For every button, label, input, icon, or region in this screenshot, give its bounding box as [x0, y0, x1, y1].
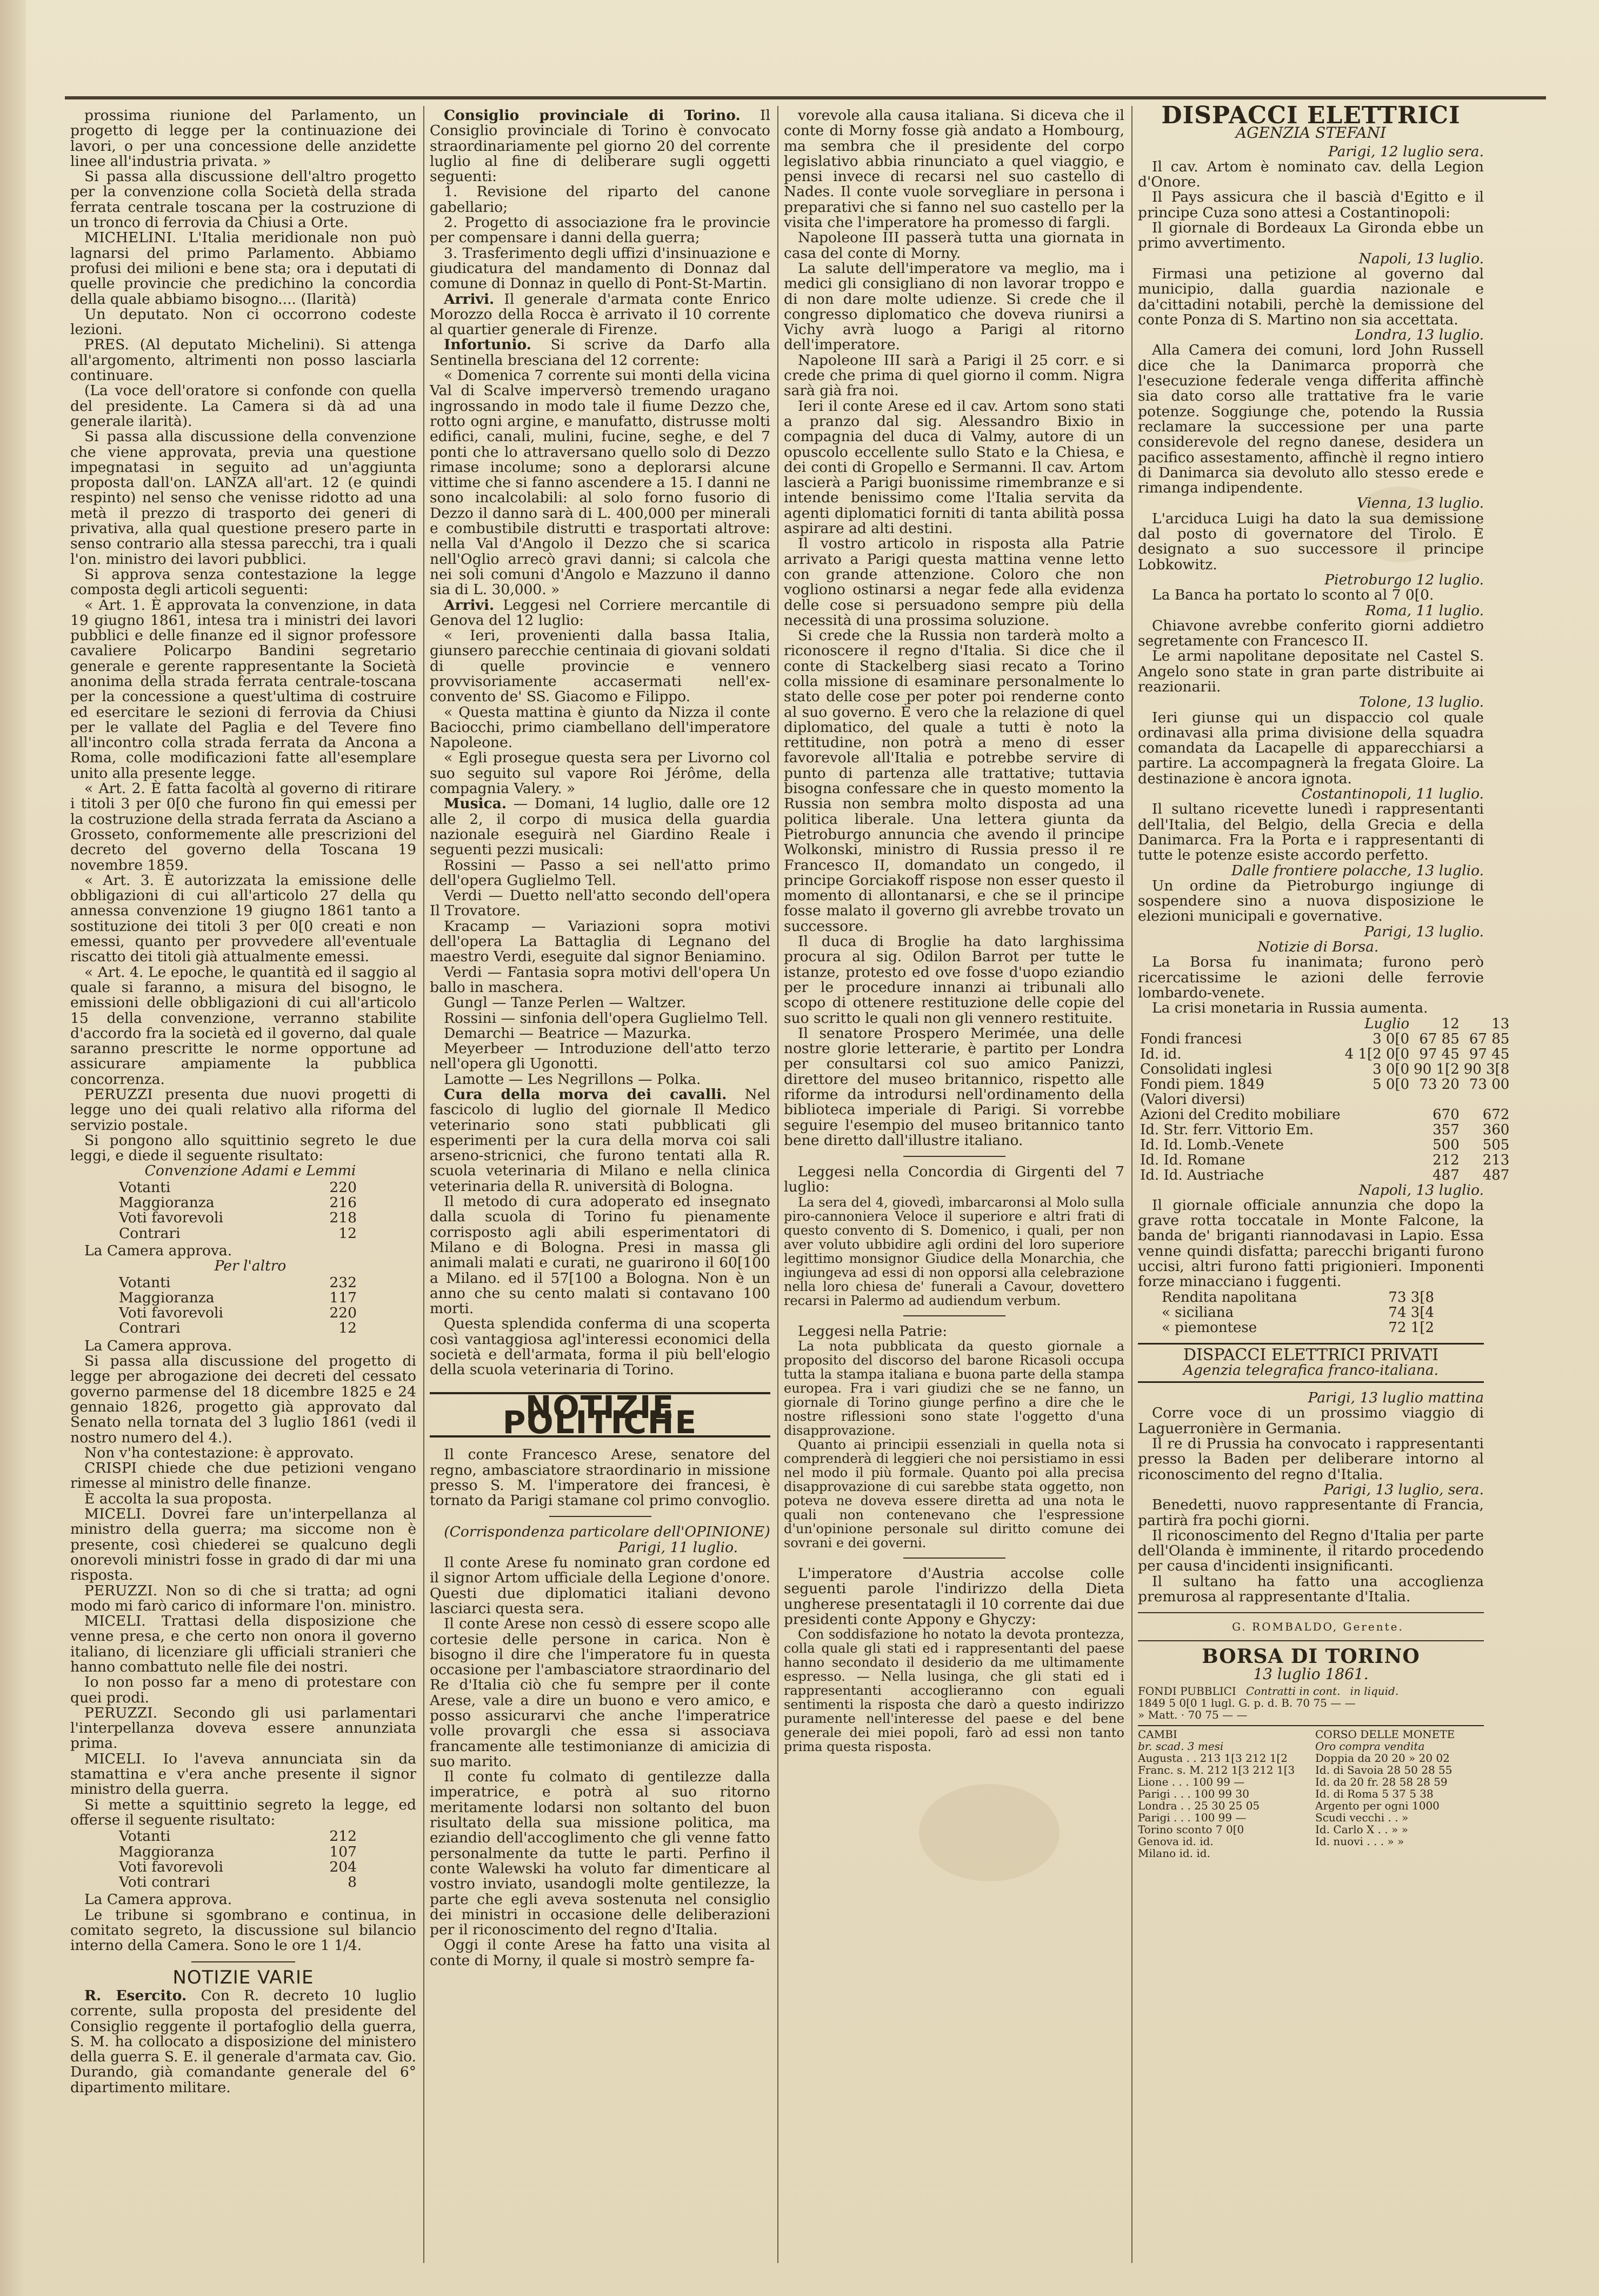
- paragraph: CRISPI chiede che due petizioni vengano rimesse al ministro delle finanze.: [70, 1460, 416, 1492]
- list-item: » Matt. · 70 75 — —: [1138, 1708, 1248, 1721]
- paragraph: Verdi — Fantasia sopra motivi dell'opera Un ballo in maschera.: [430, 963, 770, 996]
- table-row: [1138, 1047, 1511, 1062]
- table-cell: 67 85: [1419, 1030, 1460, 1047]
- table-cell: « siciliana: [1162, 1304, 1234, 1321]
- exchange-table: [1138, 1016, 1511, 1183]
- table-row: [1138, 1168, 1511, 1183]
- table-cell: 360: [1482, 1121, 1510, 1138]
- paragraph: PERUZZI. Non so di che si tratta; ad ogni modo mi farò carico di informare l'on. ministro.: [70, 1582, 416, 1614]
- table-cell: [1343, 1153, 1412, 1168]
- section-title-notizie-varie: NOTIZIE VARIE: [172, 1966, 314, 1988]
- section-title-notizie-politiche: NOTIZIE POLITICHE: [430, 1392, 770, 1438]
- news-lead: Cura della morva dei cavalli.: [444, 1086, 727, 1103]
- news-lead: Infortunio.: [444, 336, 531, 354]
- paragraph: Si mette a squittinio segreto la legge, ed offerse il seguente risultato:: [70, 1796, 416, 1828]
- dispatch-text: Il riconoscimento del Regno d'Italia per parte dell'Olanda è imminente, il ritardo procedendo per causa d'incidenti insignificanti.: [1138, 1527, 1484, 1575]
- table-cell: 5 0[0: [1373, 1076, 1410, 1093]
- table-cell: 212: [1433, 1152, 1460, 1168]
- vote-tally: [119, 1829, 416, 1890]
- dispatch-text: Un ordine da Pietroburgo ingiunge di sospendere sino a nuova disposizione le elezioni municipali e governative.: [1138, 877, 1484, 925]
- news-lead: Consiglio provinciale di Torino.: [444, 107, 741, 124]
- session-closing: Le tribune si sgombrano e continua, in comitato segreto, la discussione sul bilancio interno della Camera. Sono le ore 1 1/4.: [70, 1906, 416, 1954]
- dateline: Parigi, 13 luglio mattina: [1308, 1389, 1484, 1407]
- list-item: Lione . . . 100 99 —: [1138, 1775, 1245, 1788]
- table-cell: 73 00: [1469, 1076, 1510, 1093]
- monete-title: CORSO DELLE MONETE: [1315, 1727, 1455, 1741]
- news-quote: La nota pubblicata da questo giornale a proposito del discorso del barone Ricasoli occupa tutta la stampa italiana e buona parte della stampa europea. Fra i vari giudizi che se ne fanno, un giornale di Torino giunge perfino a dire che le nostre riflessioni sono state l'oggetto d'una disapprovazione.: [784, 1339, 1124, 1439]
- paragraph: Rossini — sinfonia dell'opera Guglielmo Tell.: [444, 1009, 769, 1027]
- paragraph: MICELI. Trattasi della disposizione che venne presa, e che certo non onora il governo italiano, di licenziare gli ufficiali stranieri che hanno combattuto nelle file dei nostri.: [70, 1613, 416, 1675]
- column-4: [1138, 102, 1510, 2260]
- private-dispatch-list: [1138, 1390, 1484, 1605]
- paragraph: « Art. 3. È autorizzata la emissione delle obbligazioni di cui all'articolo 27 della qu annessa convenzione 19 giugno 1861 tanto a sostituzione dei titoli 3 per 0[0 creati e non emessi, quanto per provvedere all'eventuale riscatto dei titoli già attualmente emessi.: [70, 871, 416, 966]
- paragraph: Oggi il conte Arese ha fatto una visita al conte di Morny, il quale si mostrò sempre fa-: [430, 1936, 770, 1969]
- vote-count: 107: [329, 1843, 357, 1860]
- news-intro: Leggesi nella Concordia di Girgenti del 7 luglio:: [784, 1163, 1124, 1196]
- list-item: Parigi . . . 100 99 30: [1138, 1787, 1249, 1800]
- column-1: [70, 108, 416, 2260]
- table-row: [1138, 1137, 1511, 1153]
- vote-label: Maggioranza: [119, 1843, 215, 1860]
- borsa-torino-date: 13 luglio 1861.: [1253, 1665, 1369, 1683]
- table-cell: [1343, 1092, 1412, 1107]
- table-row: [1138, 1107, 1511, 1122]
- table-cell: « piemontese: [1162, 1319, 1257, 1336]
- vote-label: Voti contrari: [119, 1874, 210, 1891]
- separator: [903, 1156, 1005, 1157]
- dateline: Napoli, 13 luglio.: [1358, 250, 1484, 267]
- dispatch-text: Il Pays assicura che il bascià d'Egitto e il principe Cuza sono attesi a Costantinopoli:: [1138, 189, 1484, 221]
- news-item: [430, 108, 770, 184]
- news-item: [430, 598, 770, 629]
- dispatch-text: Ieri giunse qui un dispaccio col quale ordinavasi alla prima divisione della squadra comandata da Lacapelle di apparecchiarsi a partire. La accompagnerà la fregata Gloire. La destinazione è ancora ignota.: [1138, 709, 1484, 787]
- dateline: Roma, 11 luglio.: [1365, 602, 1484, 619]
- vote-count: 12: [338, 1320, 357, 1337]
- dispatch-text: Il sultano ricevette lunedì i rappresentanti dell'Italia, del Belgio, della Grecia e della Danimarca. Fra la Porta e i rappresentanti di tutte le potenze esiste accordo perfetto.: [1138, 801, 1484, 864]
- list-item: Franc. s. M. 212 1[3 212 1[3: [1138, 1763, 1295, 1776]
- table-cell: 67 85: [1469, 1030, 1510, 1047]
- column-3: [784, 108, 1124, 2260]
- news-quote: « Questa mattina è giunto da Nizza il conte Baciocchi, primo ciambellano dell'imperatore Napoleone.: [430, 703, 770, 751]
- list-item: Argento per ogni 1000: [1315, 1799, 1440, 1812]
- paragraph: Si pongono allo squittinio segreto le due leggi, e diede il seguente risultato:: [70, 1132, 416, 1164]
- news-quote: « Egli prosegue questa sera per Livorno col suo seguito sul vapore Roi Jérôme, della compagnia Valery. »: [430, 749, 770, 797]
- vote-label: Voti favorevoli: [119, 1858, 223, 1875]
- dispatch-text: Il re di Prussia ha convocato i rappresentanti presso la Baden per deliberare intorno al riconoscimento del regno d'Italia.: [1138, 1435, 1484, 1483]
- paragraph: Un deputato. Non ci occorrono codeste lezioni.: [70, 305, 416, 338]
- dispatch-text: Il cav. Artom è nominato cav. della Legion d'Onore.: [1138, 158, 1484, 191]
- table-cell: 74 3[4: [1388, 1304, 1434, 1321]
- paragraph: Ieri il conte Arese ed il cav. Artom sono stati a pranzo dal sig. Alessandro Bixio in compagnia del duca di Valmy, autore di un opuscolo eccellente sullo Stato e la Chiesa, e dei conti di Gropello e Sermanni. Il cav. Artom lascierà a Parigi buonissime rimembranze e si intende benissimo come l'Italia servita da agenti diplomatici forniti di tanta abilità possa aspirare ad alti destini.: [784, 397, 1124, 537]
- borsa-heading: Notizie di Borsa.: [1257, 939, 1379, 956]
- table-cell: [1343, 1122, 1412, 1137]
- vote-label: Votanti: [119, 1274, 171, 1291]
- paragraph: Il conte fu colmato di gentilezze dalla imperatrice, e potrà al suo ritorno meritamente lodarsi non soltanto del buon risultato della sua missione politica, ma eziandio dell'accoglimento che gli venne fatto personalmente da tutte le parti. Perfino il conte Walewski ha voluto far dimenticare al vostro inviato, usandogli molte gentilezze, la parte che egli aveva sostenuta nel consiglio dei ministri in occasione delle deliberazioni per il riconoscimento del regno d'Italia.: [430, 1768, 770, 1939]
- vote-row: [119, 1275, 357, 1290]
- exchange-day: 12: [1441, 1015, 1460, 1032]
- list-item: 1849 5 0[0 1 lugl. G. p. d. B. 70 75 — —: [1138, 1696, 1356, 1709]
- dispatch-text: L'arciduca Luigi ha dato la sua demissione dal posto di governatore del Tirolo. È designato a suo successore il principe Lobkowitz.: [1138, 510, 1484, 573]
- col-head: Contratti in cont.: [1245, 1684, 1341, 1698]
- paragraph: MICHELINI. L'Italia meridionale non può lagnarsi del primo Parlamento. Abbiamo profusi dei milioni e bene sta; ora i deputati di quelle provincie che predichino la concordia della quale abbiamo bisogno.... (Ilarità): [70, 229, 416, 308]
- vote-count: 8: [348, 1874, 357, 1891]
- col-head: FONDI PUBBLICI: [1138, 1684, 1236, 1698]
- table-cell: 670: [1433, 1106, 1460, 1123]
- list-item: Parigi . . . 100 99 —: [1138, 1811, 1247, 1824]
- paragraph: Il senatore Prospero Merimée, una delle nostre glorie letterarie, è partito per Londra per consultarsi col suo amico Panizzi, direttore del museo britannico, rispetto alle riforme da introdursi nell'ordinamento della biblioteca imperiale di Parigi. Si vorrebbe seguire l'esempio del museo britannico tanto bene diretto dall'illustre italiano.: [784, 1024, 1124, 1149]
- parliament-report-cont: [70, 1354, 416, 1828]
- table-row: [1138, 1077, 1511, 1092]
- table-cell: 505: [1482, 1136, 1510, 1153]
- news-text: Il metodo di cura adoperato ed insegnato dalla scuola di Torino fu pienamente corrisposto agli abili esperimentatori di Milano e di Bologna. Presi in massa gli animali malati e curati, ne guarirono il 60[100 a Milano. ed il 57[100 a Bologna. Non è un anno che su cento malati si contavano 100 morti.: [430, 1193, 770, 1317]
- cambi-head: br. scad. 3 mesi: [1138, 1739, 1224, 1753]
- paragraph: Napoleone III passerà tutta una giornata in casa del conte di Morny.: [784, 229, 1124, 262]
- dateline: Parigi, 11 luglio.: [618, 1539, 738, 1556]
- news-quote: Con soddisfazione ho notato la devota prontezza, colla quale gli stati ed i rappresentanti del paese hanno secondato il desiderio da me ultimamente espresso. — Nella lusinga, che gli stati ed i rappresentanti accoglieranno con eguali sentimenti la risposta che darò a questo indirizzo puramente nell'interesse del paese e del bene generale dei miei popoli, farò ad essi non tanto prima questa risposta.: [784, 1627, 1124, 1755]
- dispatch-text: Le armi napolitane depositate nel Castel S. Angelo sono state in gran parte distribuite ai reazionarii.: [1138, 648, 1484, 695]
- vote-label: Votanti: [119, 1179, 171, 1196]
- borsa-text: [1138, 955, 1484, 1016]
- vote-row: [119, 1210, 357, 1226]
- paragraph: Il conte Arese fu nominato gran cordone ed il signor Artom ufficiale della Legione d'onore. Questi due diplomatici italiani devono lasciarci questa sera.: [430, 1554, 770, 1617]
- news-quote: La sera del 4, giovedì, imbarcaronsi al Molo sulla piro-cannoniera Veloce il superiore e altri frati di questo convento di S. Domenico, i quali, per non aver voluto ubbidire agli ordini del loro superiore legittimo monsignor Giudice della Monarchia, che ingiungeva ad essi di non opporsi alla celebrazione nella loro chiesa de' funerali a Cavour, dovettero recarsi in Palermo ad audiendum verbum.: [784, 1194, 1124, 1308]
- news-lead: R. Esercito.: [84, 1987, 187, 2004]
- dateline: Tolone, 13 luglio.: [1358, 694, 1484, 711]
- paragraph: PERUZZI presenta due nuovi progetti di legge uno dei quali relativo alla riforma del servizio postale.: [70, 1086, 416, 1134]
- news-lead: Arrivi.: [444, 290, 495, 308]
- table-cell: Azioni del Credito mobiliare: [1140, 1106, 1341, 1123]
- paragraph: PERUZZI. Secondo gli usi parlamentari l'interpellanza doveva essere annunziata prima.: [70, 1704, 416, 1752]
- table-cell: [1343, 1137, 1412, 1153]
- list-item: Milano id. id.: [1138, 1846, 1210, 1860]
- vote-label: Votanti: [119, 1828, 171, 1845]
- separator: [549, 1516, 651, 1517]
- paragraph: È accolta la sua proposta.: [84, 1490, 272, 1507]
- news-lead: Musica.: [444, 795, 507, 813]
- exchange-month: Luglio: [1364, 1015, 1410, 1032]
- dateline: Napoli, 13 luglio.: [1358, 1181, 1484, 1199]
- separator: [1138, 1612, 1484, 1613]
- separator: [903, 1558, 1005, 1559]
- paragraph: Il conte Arese non cessò di essere scopo alle cortesie delle persone in carica. Non è bisogno il dire che l'imperatore fu in questa occasione per l'ambasciatore straordinario del Re d'Italia ciò che fu sempre per il conte Arese, vale a dire un buono e vero amico, e posso assicurarvi che anche l'imperatrice volle provargli che essa si associava francamente alle testimonianze di amicizia di suo marito.: [430, 1615, 770, 1770]
- private-dispatches-title: DISPACCI ELETTRICI PRIVATI: [1183, 1345, 1439, 1365]
- paragraph: Gungl — Tanze Perlen — Waltzer.: [444, 994, 686, 1011]
- dateline: Londra, 13 luglio.: [1355, 327, 1484, 344]
- agency-name: AGENZIA STEFANI: [1235, 124, 1387, 142]
- table-cell: Rendita napolitana: [1162, 1289, 1297, 1306]
- table-cell: 97 45: [1419, 1046, 1460, 1062]
- vote-row: [119, 1860, 357, 1875]
- table-row: [1138, 1092, 1511, 1107]
- vote-tally: [119, 1275, 416, 1336]
- news-text: — Domani, 14 luglio, dalle ore 12 alle 2, il corpo di musica della guardia nazionale eseguirà nel Giardino Reale i seguenti pezzi musicali:: [430, 795, 770, 858]
- dispatch-text: Il giornale officiale annunzia che dopo la grave rotta toccatale in Monte Falcone, la banda de' briganti riannodavasi in Lapio. Essa venne quindi disfatta; parecchi briganti furono uccisi, altri furono fatti prigionieri. Imponenti forze minacciano i fuggenti.: [1138, 1196, 1484, 1290]
- news-item: [70, 1988, 416, 2095]
- paragraph: Io non posso far a meno di protestare con quei prodi.: [70, 1674, 416, 1706]
- vote-count: 220: [329, 1305, 357, 1322]
- private-dispatches-header: [1138, 1343, 1484, 1383]
- vote-label: Contrari: [119, 1320, 181, 1337]
- news-text: Con R. decreto 10 luglio corrente, sulla proposta del presidente del Consiglio reggente il portafoglio della guerra, S. M. ha collocato a disposizione del ministero della guerra S. E. il generale d'armata cav. Gio. Durando, già comandante generale del 6° dipartimento militare.: [70, 1987, 416, 2096]
- news-quote: « Domenica 7 corrente sui monti della vicina Val di Scalve imperversò tremendo uragano ingrossando in modo tale il fiume Dezzo che, rotto ogni argine, e manufatto, distrusse molti edifici, canali, mulini, fucine, seghe, e del 7 ponti che lo attraversano quello solo di Dezzo rimase incolume; sono a deplorarsi alcune vittime che si fanno ascendere a 15. I danni ne sono incalcolabili: al solo forno fusorio di Dezzo il danno sarà di L. 400,000 per minerali e combustibile distrutti e trasportati altrove: nella Val d'Angolo il Dezzo che si scarica nell'Oglio arrecò gravi danni; si calcola che nei soli comuni d'Angolo e Mazzuno il danno sia di L. 30,000. »: [430, 367, 770, 598]
- page-fold-shadow: [0, 0, 26, 2296]
- news-quote: « Ieri, provenienti dalla bassa Italia, giunsero parecchie centinaia di giovani soldati di quelle provincie e vennero provvisoriamente accasermati nell'ex-convento de' SS. Giacomo e Filippo.: [430, 627, 770, 706]
- table-cell: 672: [1482, 1106, 1510, 1123]
- paragraph: Il vostro articolo in risposta alla Patrie arrivato a Parigi questa mattina venne letto con grande attenzione. Coloro che non vogliono ostinarsi a negar fede alla evidenza delle cose si persuadono sempre più della necessità di una prossima soluzione.: [784, 535, 1124, 629]
- table-cell: 3 0[0: [1373, 1030, 1410, 1047]
- vote-row: [119, 1829, 357, 1844]
- table-cell: 213: [1482, 1152, 1510, 1168]
- vote-result: La Camera approva.: [84, 1242, 232, 1259]
- vote-label: Maggioranza: [119, 1194, 215, 1212]
- news-text: Leggesi nel Corriere mercantile di Genova del 12 luglio:: [430, 596, 770, 629]
- table-cell: Id. Id. Austriache: [1140, 1167, 1264, 1183]
- separator: [191, 1961, 295, 1962]
- dispatch-text: Chiavone avrebbe conferito giorni addietro segretamente con Francesco II.: [1138, 617, 1484, 650]
- list-item: Id. di Savoia 28 50 28 55: [1315, 1763, 1453, 1776]
- paragraph: Si passa alla discussione dell'altro progetto per la convenzione colla Società della strada ferrata centrale toscana per la costruzione di un tronco di ferrovia da Chiusi a Orte.: [70, 168, 416, 231]
- vote-row: [119, 1226, 357, 1241]
- vote-count: 220: [329, 1179, 357, 1196]
- table-cell: Id. Id. Lomb.-Venete: [1140, 1136, 1284, 1153]
- dispatches-title: DISPACCI ELETTRICI: [1161, 102, 1461, 129]
- cambi-monete: [1138, 1725, 1484, 1859]
- table-cell: Id. Str. ferr. Vittorio Em.: [1140, 1121, 1314, 1138]
- paragraph: Rossini — Passo a sei nell'atto primo dell'opera Guglielmo Tell.: [430, 856, 770, 889]
- table-row: [1138, 1122, 1511, 1137]
- column-rule: [1131, 106, 1132, 2263]
- table-cell: 4 1[2 0[0: [1344, 1046, 1410, 1062]
- vote-count: 212: [329, 1828, 357, 1845]
- dispatch-text: Firmasi una petizione al governo dal municipio, dalla guardia nazionale e da'cittadini notabili, perchè la demissione del conte Ponza di S. Martino non sia accettata.: [1138, 265, 1484, 328]
- news-intro: L'imperatore d'Austria accolse colle seguenti parole l'indirizzo della Dieta ungherese presentatagli il 10 corrente dai due presidenti conte Appony e Ghyczy:: [784, 1565, 1124, 1628]
- correspondence-label: (Corrispondenza particolare dell'OPINIONE): [444, 1523, 770, 1541]
- dispatch-text: Corre voce di un prossimo viaggio di Laguerronière in Germania.: [1138, 1405, 1484, 1437]
- list-item: Londra . . 25 30 25 05: [1138, 1799, 1260, 1812]
- vote-title: Convenzione Adami e Lemmi: [144, 1162, 356, 1180]
- paragraph: Verdi — Duetto nell'atto secondo dell'opera Il Trovatore.: [430, 887, 770, 920]
- table-cell: 90 3[8: [1463, 1061, 1510, 1077]
- vote-label: Voti favorevoli: [119, 1209, 223, 1227]
- table-cell: 357: [1433, 1121, 1460, 1138]
- paris-correspondence-cont: [784, 108, 1124, 1148]
- list-item: Scudi vecchi . . »: [1315, 1811, 1409, 1824]
- list-item: Id. da 20 fr. 28 58 28 59: [1315, 1775, 1448, 1788]
- vote-result: La Camera approva.: [84, 1891, 232, 1908]
- paragraph: La salute dell'imperatore va meglio, ma i medici gli consigliano di non lavorar troppo e di non dare molte udienze. Si crede che il congresso diplomatico che doveva riunirsi a Vichy avrà luogo a Parigi al ritorno dell'imperatore.: [784, 259, 1124, 354]
- table-cell: Consolidati inglesi: [1140, 1061, 1272, 1077]
- paragraph: Non v'ha contestazione: è approvato.: [84, 1444, 354, 1461]
- cambi-title: CAMBI: [1138, 1727, 1177, 1741]
- paragraph: Kracamp — Variazioni sopra motivi dell'opera La Battaglia di Legnano del maestro Verdi, eseguite dal signor Beniamino.: [430, 917, 770, 966]
- paragraph: « Art. 4. Le epoche, le quantità ed il saggio al quale si faranno, a misura del bisogno, le emissioni delle obbligazioni di cui all'articolo 15 della convenzione, verranno stabilite d'accordo fra la società ed il governo, dal quale saranno prescritte le norme opportune ad assicurare ampiamente la pubblica concorrenza.: [70, 963, 416, 1088]
- list-item: Doppia da 20 20 » 20 02: [1315, 1751, 1450, 1765]
- table-cell: 73 3[8: [1388, 1289, 1434, 1306]
- table-cell: 500: [1433, 1136, 1460, 1153]
- column-2: [430, 108, 770, 2260]
- vote-row: [119, 1306, 357, 1321]
- paragraph: prossima riunione del Parlamento, un progetto di legge per la continuazione dei lavori, o per una concessione delle anzidette linee all'industria privata. »: [70, 107, 416, 170]
- header-rule: [65, 96, 1546, 99]
- news-text: Il generale d'armata conte Enrico Morozzo della Rocca è arrivato il 10 corrente al quartier generale di Firenze.: [430, 290, 770, 338]
- dateline: Parigi, 12 luglio sera.: [1328, 143, 1484, 160]
- paragraph: (La voce dell'oratore si confonde con quella del presidente. La Camera si dà ad una generale ilarità).: [70, 382, 416, 430]
- exchange-header: [1138, 1016, 1511, 1031]
- column-rule: [423, 106, 424, 2263]
- vote-count: 204: [329, 1858, 357, 1875]
- vote-count: 12: [338, 1224, 357, 1242]
- agency-name: Agenzia telegrafica franco-italiana.: [1183, 1361, 1439, 1379]
- vote-count: 232: [329, 1274, 357, 1291]
- news-text: Si scrive da Darfo alla Sentinella bresciana del 12 corrente:: [430, 336, 770, 369]
- vote-row: [119, 1875, 357, 1890]
- paragraph: vorevole alla causa italiana. Si diceva che il conte di Morny fosse già andato a Hombourg, ma sembra che il presidente del corpo legislativo abbia rinunciato a quel viaggio, e pensi invece di recarsi nel suo castello di Nades. Il conte vuole sorvegliare in persona i preparativi che si fanno nel suo castello per la visita che l'imperatore ha promesso di fargli.: [784, 107, 1124, 231]
- paragraph: La Borsa fu inanimata; furono però ricercatissime le azioni delle ferrovie lombardo-venete.: [1138, 954, 1484, 1001]
- vote-label: Maggioranza: [119, 1289, 215, 1306]
- paragraph: Demarchi — Beatrice — Mazurka.: [444, 1024, 691, 1042]
- vote-row: [119, 1290, 357, 1306]
- table-cell: Fondi francesi: [1140, 1030, 1242, 1047]
- paragraph: « Art. 2. È fatta facoltà al governo di ritirare i titoli 3 per 0[0 che furono fin qui emessi per la costruzione della strada ferrata da Asciano a Grosseto, conformemente alle prescrizioni del decreto del governo della Toscana 19 novembre 1859.: [70, 780, 416, 874]
- table-row: [1138, 1062, 1511, 1077]
- table-cell: [1462, 1092, 1512, 1107]
- paragraph: Lamotte — Les Negrillons — Polka.: [444, 1070, 701, 1088]
- list-item: Id. nuovi . . . » »: [1315, 1834, 1404, 1848]
- dateline: Parigi, 13 luglio, sera.: [1323, 1481, 1484, 1498]
- paragraph: 2. Progetto di associazione fra le provincie per compensare i danni della guerra;: [430, 214, 770, 247]
- borsa-torino-title: BORSA DI TORINO: [1202, 1645, 1420, 1668]
- dispatch-text: Il sultano ha fatto una accoglienza premurosa al rappresentante d'Italia.: [1138, 1573, 1484, 1606]
- table-cell: 487: [1433, 1167, 1460, 1183]
- vote-result: La Camera approva.: [84, 1337, 232, 1354]
- table-cell: Fondi piem. 1849: [1140, 1076, 1264, 1093]
- monete-head: Oro compra vendita: [1315, 1739, 1425, 1753]
- borsa-torino-rows: [1138, 1697, 1484, 1721]
- list-item: Augusta . . 213 1[3 212 1[2: [1138, 1751, 1288, 1765]
- table-cell: (Valori diversi): [1140, 1091, 1245, 1108]
- list-item: Genova id. id.: [1138, 1834, 1214, 1848]
- dispatch-text: Benedetti, nuovo rappresentante di Francia, partirà fra pochi giorni.: [1138, 1496, 1484, 1529]
- vote-label: Voti favorevoli: [119, 1305, 223, 1322]
- exchange-day: 13: [1491, 1015, 1510, 1032]
- borsa-torino-header: [1138, 1685, 1484, 1697]
- column-rule: [777, 106, 778, 2263]
- music-program: [430, 858, 770, 1087]
- news-text: Nel fascicolo di luglio del giornale Il Medico veterinario sono stati pubblicati gli esperimenti per la cura della morva coi sali arseno-stricnici, che furono tentati alla R. scuola veterinaria di Milano e nella clinica veterinaria della R. università di Bologna.: [430, 1086, 770, 1195]
- vote-count: 216: [329, 1194, 357, 1212]
- news-lead: Arrivi.: [444, 596, 495, 614]
- dateline: Parigi, 13 luglio.: [1364, 923, 1484, 940]
- parliament-report: [70, 108, 416, 1163]
- dateline: Pietroburgo 12 luglio.: [1324, 571, 1484, 588]
- rendita-table: [1160, 1290, 1436, 1335]
- dateline: Costantinopoli, 11 luglio.: [1301, 786, 1484, 803]
- news-item: [430, 796, 770, 857]
- table-row: [1160, 1290, 1436, 1305]
- paragraph: Napoleone III sarà a Parigi il 25 corr. e si crede che prima di quel giorno il comm. Nigra sarà già fra noi.: [784, 351, 1124, 400]
- list-item: Torino sconto 7 0[0: [1138, 1822, 1244, 1836]
- table-cell: Id. Id. Romane: [1140, 1152, 1245, 1168]
- table-cell: 90 1[2: [1414, 1061, 1460, 1077]
- separator: [1138, 1640, 1484, 1641]
- news-item: [430, 337, 770, 368]
- paragraph: Si passa alla discussione del progetto di legge per abrogazione dei decreti del cessato governo parmense del 18 dicembre 1825 e 24 gennaio 1826, progetto già approvato dal Senato nella tornata del 3 luglio 1861 (vedi il nostro numero del 4.).: [70, 1353, 416, 1446]
- dispatch-list: [1138, 144, 1484, 940]
- paragraph: MICELI. Io l'aveva annunciata sin da stamattina e v'era anche presente il signor ministro della guerra.: [70, 1750, 416, 1798]
- news-quote: Quanto ai principii essenziali in quella nota si comprenderà di leggieri che noi persistiamo in essi nel modo il più formale. Quanto poi alla precisa disapprovazione di cui sarebbe stata oggetto, non poteva ne doveva essere diretta ad una nota le quali non contenevano che l'espressione d'un'opinione personale sul diritto comune dei sovrani e dei governi.: [784, 1437, 1124, 1551]
- vote-label: Contrari: [119, 1224, 181, 1242]
- list-item: Id. Carlo X . . » »: [1315, 1822, 1408, 1836]
- table-cell: Id. id.: [1140, 1046, 1182, 1062]
- news-item: [430, 1087, 770, 1194]
- list-item: Id. di Roma 5 37 5 38: [1315, 1787, 1434, 1800]
- vote-count: 218: [329, 1209, 357, 1227]
- table-row: [1160, 1320, 1436, 1335]
- paris-correspondence: [430, 1555, 770, 1968]
- paragraph: 3. Trasferimento degli uffizi d'insinuazione e giudicatura del mandamento di Donnaz dal comune di Donnaz in quello di Pont-St-Martin.: [430, 244, 770, 292]
- dispatch-text: Alla Camera dei comuni, lord John Russell dice che la Danimarca proporrà che l'esecuzione federale venga differita affinchè sia dato corso alle trattative fra le varie potenze. Soggiunge che, potendo la Russia reclamare la successione per una parte considerevole del regno danese, desidera un pacifico assestamento, affinchè il regno intiero di Danimarca sia devoluto allo stesso erede e rimanga indipendente.: [1138, 342, 1484, 497]
- news-text: Questa splendida conferma di una scoperta così vantaggiosa agl'interessi economici della società e dell'armata, forma il più bell'elogio della scuola veterinaria di Torino.: [430, 1315, 770, 1379]
- paragraph: PRES. (Al deputato Michelini). Si attenga all'argomento, altrimenti non posso lasciarla continuare.: [70, 336, 416, 384]
- paragraph: Si crede che la Russia non tarderà molto a riconoscere il regno d'Italia. Si dice che il conte di Stackelberg siasi recato a Torino colla missione di esaminare personalmente lo stato delle cose per poter poi renderne conto al suo governo. È vero che la relazione di quel diplomatico, del quale a tutti è noto la rettitudine, non potrà a meno di esser favorevole all'Italia e potrebbe servire di punto di partenza alle trattative; tuttavia bisogna confessare che in questo momento la Russia non sembra molto disposta ad una politica liberale. Una lettera giunta da Pietroburgo annuncia che avendo il principe Wolkonski, ministro di Russia presso il re Francesco II, domandato un congedo, il principe Gorciakoff rispose non esser questo il momento di allontanarsi, e che se il principe fosse malato il governo gli avrebbe trovato un successore.: [784, 627, 1124, 935]
- table-cell: 72 1[2: [1388, 1319, 1434, 1336]
- table-cell: 487: [1482, 1167, 1510, 1183]
- vote-row: [119, 1195, 357, 1210]
- vote-row: [119, 1321, 357, 1336]
- news-text: Il Consiglio provinciale di Torino è convocato straordinariamente pel giorno 20 del corrente luglio al fine di deliberare sugli oggetti seguenti:: [430, 107, 770, 185]
- table-cell: [1343, 1168, 1412, 1183]
- paragraph: Si approva senza contestazione la legge composta degli articoli seguenti:: [70, 565, 416, 598]
- monete-block: [1315, 1728, 1484, 1859]
- dispatch-text: La Banca ha portato lo sconto al 7 0[0.: [1152, 587, 1434, 604]
- vote-row: [119, 1180, 357, 1195]
- paragraph: Meyerbeer — Introduzione dell'atto terzo nell'opera gli Ugonotti.: [430, 1040, 770, 1073]
- vote-row: [119, 1845, 357, 1860]
- paragraph: « Art. 1. È approvata la convenzione, in data 19 giugno 1861, intesa tra i ministri dei lavori pubblici e delle finanze ed il signor professore cavaliere Policarpo Bandini segretario generale e gerente rappresentante la Società anonima della strada ferrata centrale-toscana per la concessione a quest'ultima di costruire ed esercitare le sezioni di ferrovia da Chiusi per le vallate del Paglia e del Tevere fino all'incontro colla strada ferrata da Ancona a Roma, colle modificazioni fatte all'esemplare unito alla presente legge.: [70, 596, 416, 782]
- dateline: Vienna, 13 luglio.: [1356, 495, 1484, 512]
- table-cell: [1411, 1092, 1462, 1107]
- news-item: [430, 292, 770, 338]
- dispatch-text: Il giornale di Bordeaux La Gironda ebbe un primo avvertimento.: [1138, 219, 1484, 252]
- table-cell: [1343, 1107, 1412, 1122]
- vote-count: 117: [329, 1289, 357, 1306]
- table-row: [1138, 1153, 1511, 1168]
- cambi-block: [1138, 1728, 1307, 1859]
- paragraph: 1. Revisione del riparto del canone gabellario;: [430, 183, 770, 216]
- table-row: [1138, 1031, 1511, 1047]
- news-text: Il conte Francesco Arese, senatore del regno, ambasciatore straordinario in missione presso S. M. l'imperatore dei francesi, è tornato da Parigi stamane col primo convoglio.: [430, 1446, 770, 1509]
- manager-signature: G. ROMBALDO, Gerente.: [1232, 1620, 1404, 1634]
- separator: [903, 1315, 1005, 1316]
- table-cell: 97 45: [1469, 1046, 1510, 1062]
- paragraph: Si passa alla discussione della convenzione che viene approvata, previa una questione impegnatasi in seguito ad un'aggiunta proposta dall'on. LANZA all'art. 12 (e quindi respinto) nel senso che venisse ridotto ad una metà il prezzo di trasporto dei generi di privativa, alla qual questione presero parte in senso contrario alla stessa parecchi, tra i quali l'on. ministro dei lavori pubblici.: [70, 428, 416, 568]
- col-head: in liquid.: [1350, 1684, 1399, 1698]
- agenda-list: [430, 184, 770, 291]
- vote-tally: [119, 1180, 416, 1241]
- paragraph: La crisi monetaria in Russia aumenta.: [1152, 1000, 1428, 1017]
- table-cell: 3 0[0: [1373, 1061, 1410, 1077]
- paragraph: Il duca di Broglie ha dato larghissima procura al sig. Odilon Barrot per tutte le istanze, protesto ed ove fosse d'uopo eziandio per le procedure innanzi ai tribunali allo scopo di ottenere restituzione delle copie del suo scritto le quali non gli vennero restituite.: [784, 933, 1124, 1027]
- paragraph: MICELI. Dovrei fare un'interpellanza al ministro della guerra; ma siccome non è presente, così chiederei se qualcuno degli onorevoli ministri fosse in grado di dar mi una risposta.: [70, 1506, 416, 1584]
- news-intro: Leggesi nella Patrie:: [798, 1322, 948, 1340]
- vote-title: Per l'altro: [214, 1257, 287, 1275]
- dateline: Dalle frontiere polacche, 13 luglio.: [1231, 862, 1484, 879]
- table-cell: 73 20: [1419, 1076, 1460, 1093]
- table-row: [1160, 1305, 1436, 1320]
